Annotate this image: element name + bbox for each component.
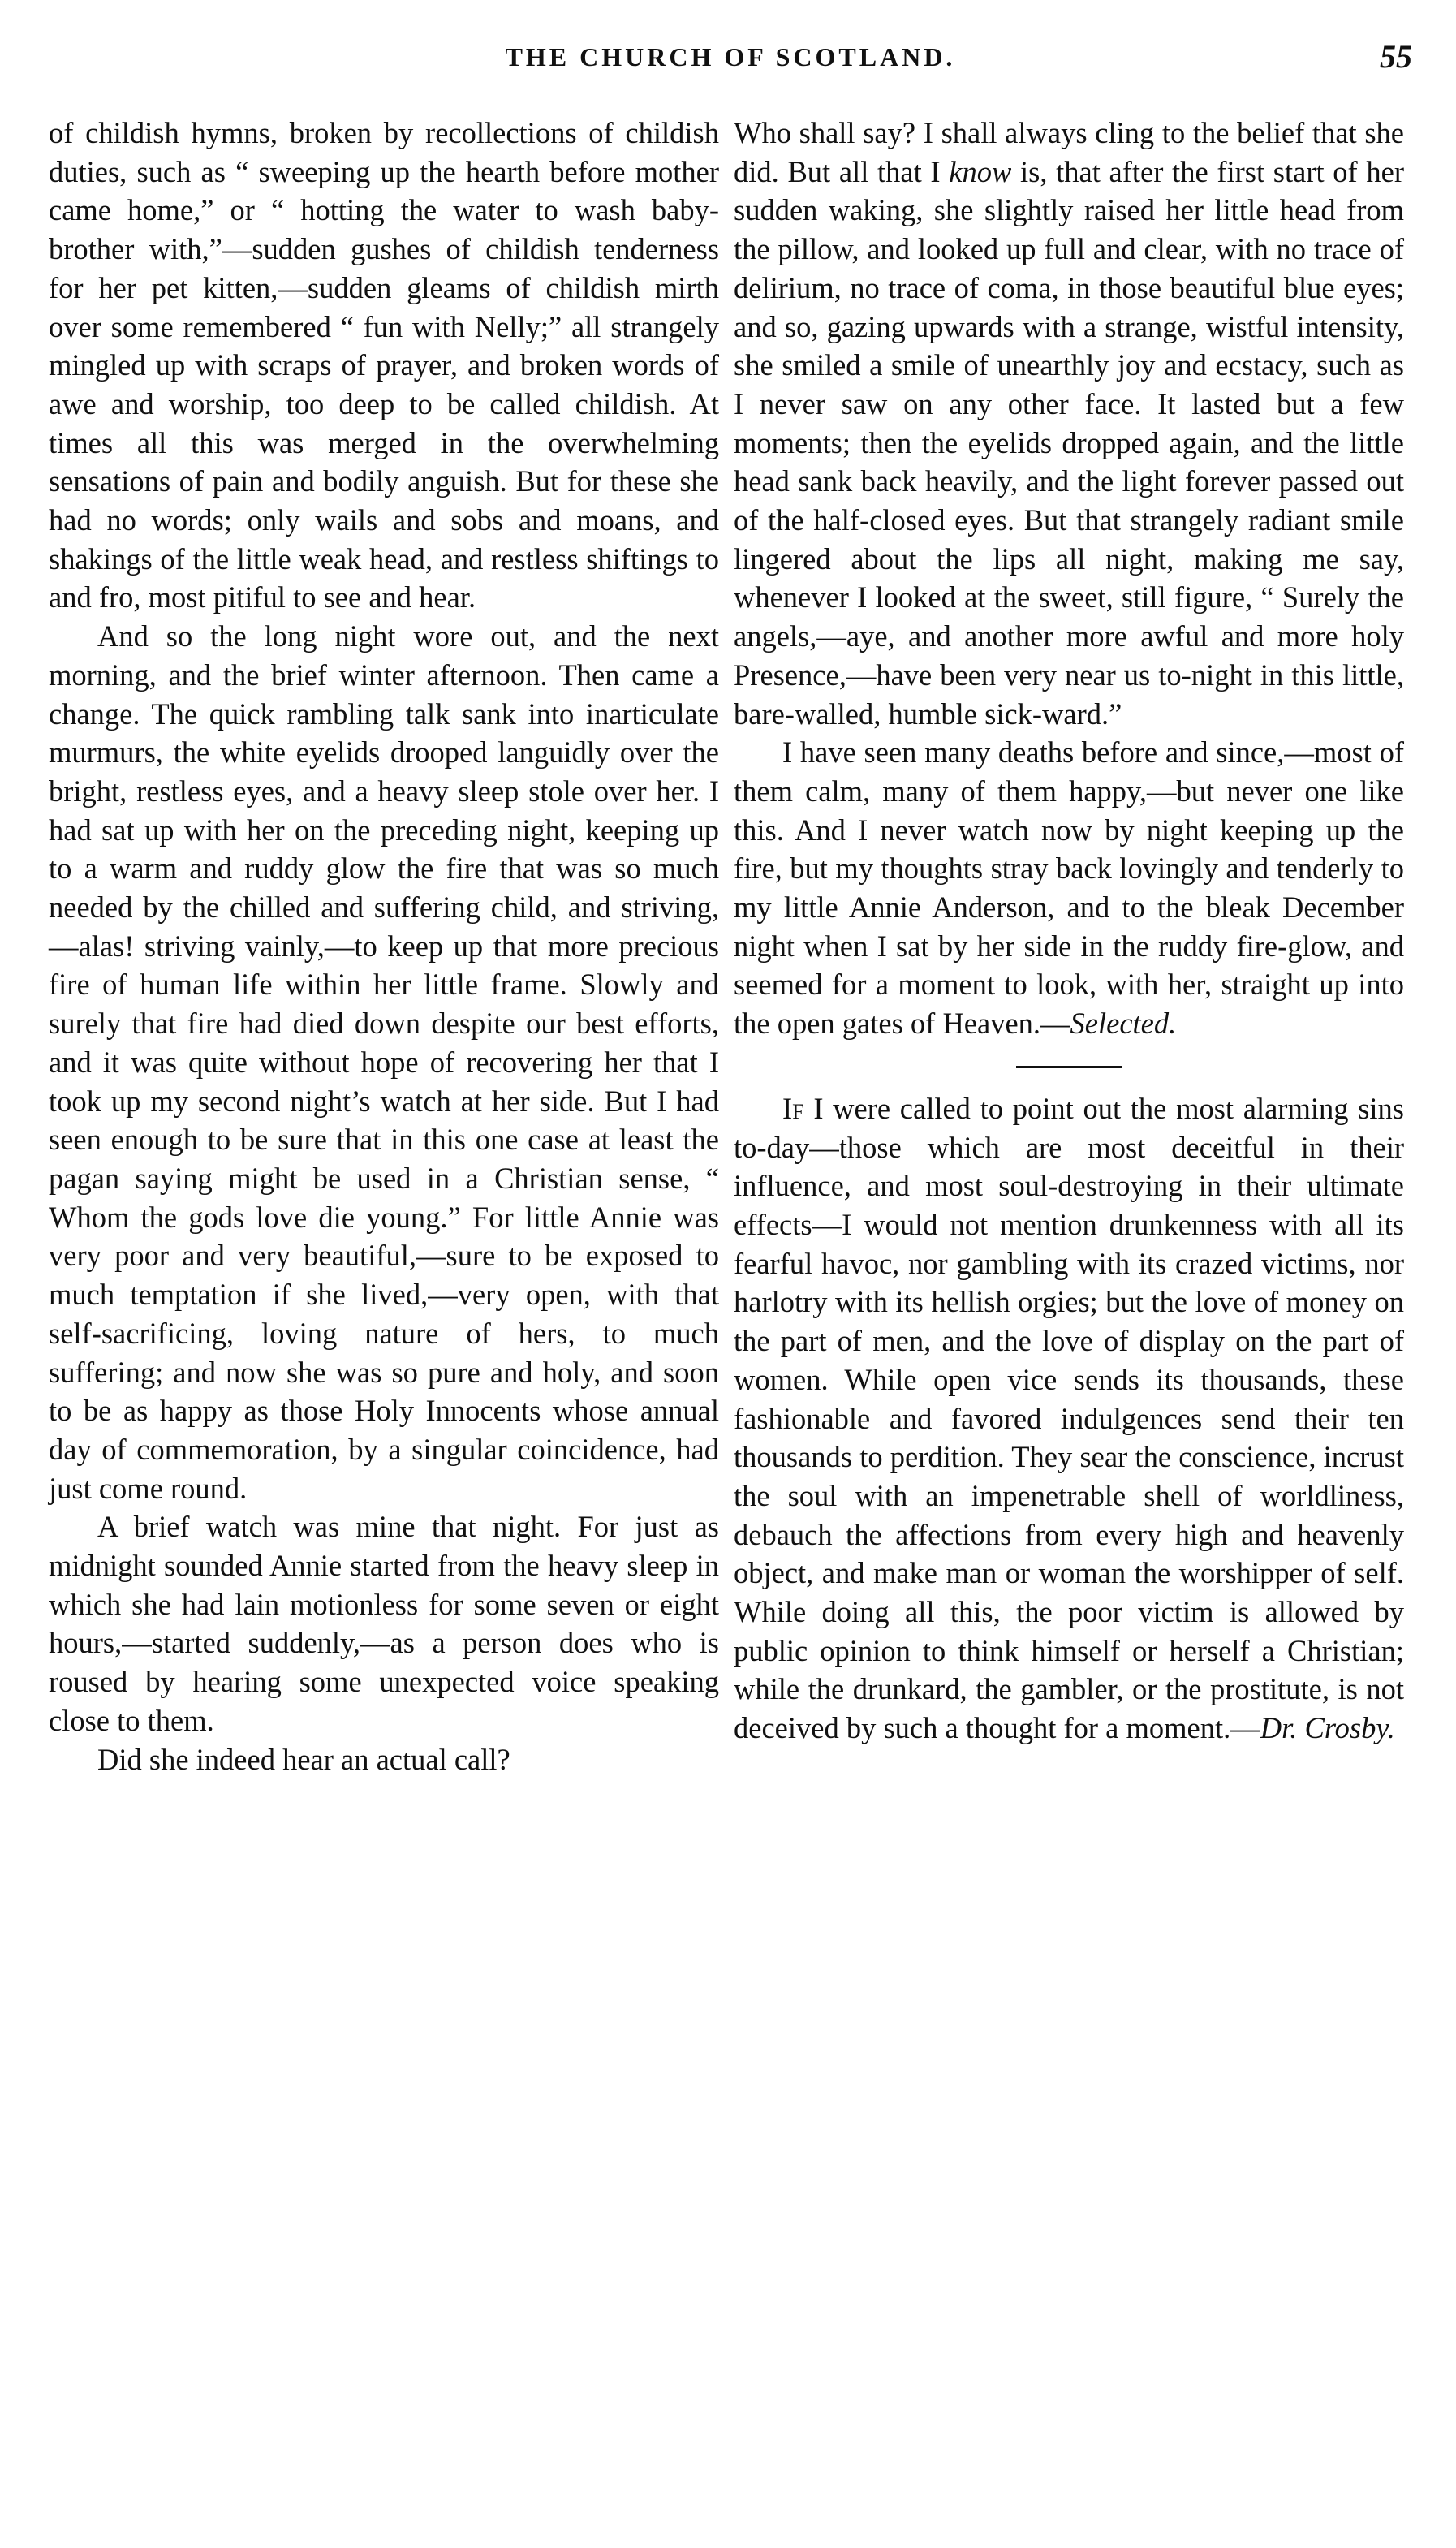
text-run: Who shall say? I shall always cling to the belief that she did. But all that I bbox=[734, 116, 1404, 188]
paragraph-brief-watch: A brief watch was mine that night. For just as midnight sounded Annie started from the heavy sleep in which she had lain motionless for some seven or eight hours,—started suddenly,—as a person does who is roused by hearing some unexpected voice speaking close to them. bbox=[49, 1510, 719, 1737]
running-title: THE CHURCH OF SCOTLAND. bbox=[505, 42, 956, 71]
paragraph-continued: of childish hymns, broken by recollections of childish duties, such as “ sweeping up the hearth before mother came home,” or “ hotting the water to wash baby-brother with,”—sudden gushes of childish tenderness for her pet kitten,—sudden gleams of childish mirth over some remembered “ fun with Nelly;” all strangely mingled up with scraps of prayer, and broken words of awe and worship, too deep to be called childish. At times all this was merged in the overwhelming sensations of pain and bodily anguish. But for these she had no words; only wails and sobs and moans, and shakings of the little weak head, and restless shiftings to and fro, most pitiful to see and hear. bbox=[49, 116, 719, 614]
page-number: 55 bbox=[1380, 38, 1412, 75]
left-column bbox=[49, 114, 719, 1778]
paragraph-alarming-sins bbox=[734, 1089, 1404, 1748]
text-run: I have seen many deaths before and since,—most of them calm, many of them happy,—but never one like this. And I never watch now by night keeping up the fire, but my thoughts stray back lovingly and tenderly to my little Annie Anderson, and to the bleak December night when I sat by her side in the ruddy fire-glow, and seemed for a moment to look, with her, straight up into the open gates of Heaven.— bbox=[734, 735, 1404, 1041]
paragraph-who-shall-say bbox=[734, 114, 1404, 733]
text-run: is, that after the first start of her sudden waking, she slightly raised her little head from the pillow, and looked up full and clear, with no trace of delirium, no trace of coma, in those beautiful blue eyes; and so, gazing upwards with a strange, wistful intensity, she smiled a smile of unearthly joy and ecstacy, such as I never saw on any other face. It lasted but a few moments; then the eyelids dropped again, and the little head sank back heavily, and the light forever passed out of the half-closed eyes. But that strangely radiant smile lingered about the lips all night, making me say, whenever I looked at the sweet, still figure, “ Surely the angels,—aye, and another more awful and more holy Presence,—have been very near us to-night in this little, bare-walled, humble sick-ward.” bbox=[734, 154, 1404, 731]
lead-word: If bbox=[782, 1091, 804, 1125]
paragraph-actual-call: Did she indeed hear an actual call? bbox=[97, 1742, 510, 1776]
paragraph-long-night: And so the long night wore out, and the next morning, and the brief winter afternoon. Then came a change. The quick rambling talk sank into inarticulate murmurs, the white eyelids drooped languidly over the bright, restless eyes, and a heavy sleep stole over her. I had sat up with her on the preceding night, keeping up to a warm and ruddy glow the fire that was so much needed by the chilled and suffering child, and striving,—alas! striving vainly,—to keep up that more precious fire of human life within her little frame. Slowly and surely that fire had died down despite our best efforts, and it was quite without hope of recovering her that I took up my second night’s watch at her side. But I had seen enough to be sure that in this one case at least the pagan saying might be used in a Christian sense, “ Whom the gods love die young.” For little Annie was very poor and very beautiful,—sure to be exposed to much temptation if she lived,—very open, with that self-sacrificing, loving nature of hers, to much suffering; and now she was so pure and holy, and soon to be as happy as those Holy Innocents whose annual day of commemoration, by a singular coincidence, had just come round. bbox=[49, 619, 719, 1505]
attribution-selected: Selected. bbox=[1070, 1007, 1177, 1041]
text-run: I were called to point out the most alarming sins to-day—those which are most deceitful in their influence, and most soul-destroying in their ultimate effects—I would not mention drunkenness with all its fearful havoc, nor gambling with its crazed victims, nor harlotry with its hellish orgies; but the love of money on the part of men, and the love of display on the part of women. While open vice sends its thousands, these fashionable and favored indulgences send their ten thousands to perdition. They sear the conscience, incrust the soul with an impenetrable shell of worldliness, debauch the affections from every high and heavenly object, and make man or woman the worshipper of self. While doing all this, the poor victim is allowed by public opinion to think himself or herself a Christian; while the drunkard, the gambler, or the prostitute, is not deceived by such a thought for a moment.— bbox=[734, 1091, 1404, 1745]
section-divider bbox=[1016, 1066, 1122, 1068]
emphasis-know: know bbox=[949, 154, 1012, 188]
right-column bbox=[734, 114, 1404, 1748]
attribution-crosby: Dr. Crosby. bbox=[1260, 1711, 1395, 1745]
paragraph-many-deaths bbox=[734, 733, 1404, 1043]
running-head bbox=[49, 38, 1412, 83]
